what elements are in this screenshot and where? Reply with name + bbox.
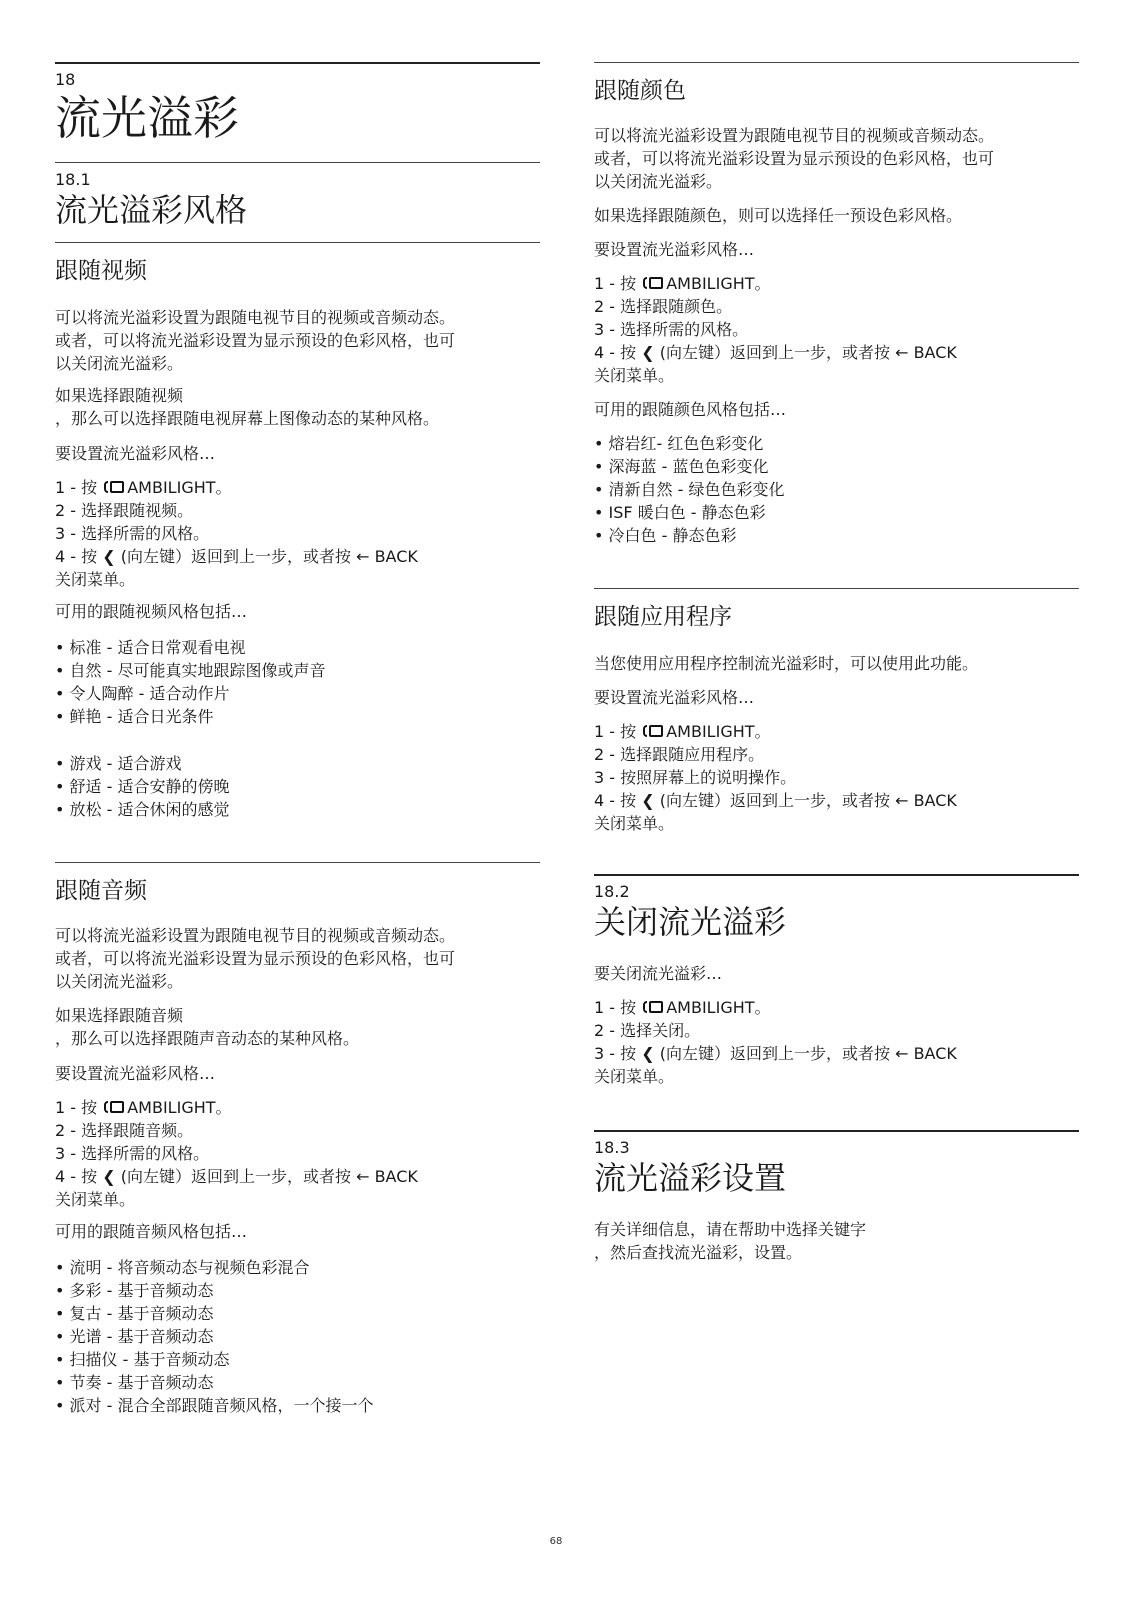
audio-avail bbox=[55, 1220, 540, 1243]
text-line: 可用的跟随颜色风格包括… bbox=[594, 400, 787, 419]
off-steps bbox=[594, 996, 1079, 1088]
color-avail bbox=[594, 398, 1079, 421]
text-line: 可以将流光溢彩设置为跟随电视节目的视频或音频动态。 bbox=[594, 126, 995, 145]
arrow-left-icon: ← bbox=[356, 1167, 370, 1186]
text-line: ，那么可以选择跟随电视屏幕上图像动态的某种风格。 bbox=[55, 409, 440, 428]
text-line: 要设置流光溢彩风格… bbox=[594, 240, 755, 259]
chapter-divider bbox=[55, 62, 540, 64]
arrow-left-icon: ← bbox=[895, 791, 909, 810]
section-divider bbox=[594, 1130, 1079, 1132]
step-1 bbox=[594, 996, 1079, 1019]
chapter-header bbox=[55, 70, 540, 146]
video-style-list-1 bbox=[55, 636, 540, 728]
list-item: • 光谱 - 基于音频动态 bbox=[55, 1327, 214, 1346]
audio-if bbox=[55, 1004, 540, 1050]
step-2: 2 - 选择跟随音频。 bbox=[55, 1121, 194, 1140]
list-item: • 鲜艳 - 适合日光条件 bbox=[55, 707, 214, 726]
text-line: 如果选择跟随视频 bbox=[55, 386, 184, 405]
step-text: 3 - 按 bbox=[594, 1044, 637, 1063]
step-text: AMBILIGHT。 bbox=[127, 478, 232, 497]
step-text: BACK bbox=[913, 1044, 957, 1063]
text-line: ，然后查找流光溢彩，设置。 bbox=[594, 1243, 803, 1262]
chevron-left-icon: ❮ bbox=[641, 791, 655, 810]
step-text: 4 - 按 bbox=[594, 791, 637, 810]
settings-body bbox=[594, 1218, 1079, 1264]
list-item: • 放松 - 适合休闲的感觉 bbox=[55, 800, 230, 819]
audio-style-list bbox=[55, 1256, 540, 1417]
text-line: 要设置流光溢彩风格… bbox=[55, 1064, 216, 1083]
list-item: • 流明 - 将音频动态与视频色彩混合 bbox=[55, 1258, 310, 1277]
text-line: 当您使用应用程序控制流光溢彩时，可以使用此功能。 bbox=[594, 654, 979, 673]
text-line: 要关闭流光溢彩… bbox=[594, 964, 723, 983]
section-header bbox=[594, 1138, 1079, 1198]
step-text: (向左键）返回到上一步，或者按 bbox=[659, 343, 890, 362]
text-line: 以关闭流光溢彩。 bbox=[55, 354, 184, 373]
step-text: BACK bbox=[913, 791, 957, 810]
step-text: 1 - 按 bbox=[55, 1098, 98, 1117]
step-text: 4 - 按 bbox=[55, 547, 98, 566]
list-item: • 多彩 - 基于音频动态 bbox=[55, 1281, 214, 1300]
video-avail bbox=[55, 600, 540, 623]
step-text: BACK bbox=[374, 1167, 418, 1186]
text-line: 可以将流光溢彩设置为跟随电视节目的视频或音频动态。 bbox=[55, 308, 456, 327]
audio-setup bbox=[55, 1062, 540, 1085]
text-line: 可以将流光溢彩设置为跟随电视节目的视频或音频动态。 bbox=[55, 926, 456, 945]
step-1 bbox=[55, 476, 540, 499]
text-line: 以关闭流光溢彩。 bbox=[594, 172, 723, 191]
section-number: 18.1 bbox=[55, 170, 91, 189]
text-line: 如果选择跟随音频 bbox=[55, 1006, 184, 1025]
video-heading: 跟随视频 bbox=[55, 258, 147, 284]
text-line: 或者，可以将流光溢彩设置为显示预设的色彩风格，也可 bbox=[55, 331, 456, 350]
step-text: (向左键）返回到上一步，或者按 bbox=[659, 1044, 890, 1063]
step-text: AMBILIGHT。 bbox=[666, 722, 771, 741]
section-divider bbox=[55, 162, 540, 163]
step-4 bbox=[55, 1165, 540, 1188]
step-text: BACK bbox=[913, 343, 957, 362]
off-intro bbox=[594, 962, 1079, 985]
section-number: 18.2 bbox=[594, 882, 630, 901]
step-1 bbox=[55, 1096, 540, 1119]
text-line: 可用的跟随视频风格包括… bbox=[55, 602, 248, 621]
step-3-cont: 关闭菜单。 bbox=[594, 1067, 675, 1086]
chevron-left-icon: ❮ bbox=[102, 1167, 116, 1186]
section-title: 关闭流光溢彩 bbox=[594, 903, 787, 941]
app-divider bbox=[594, 588, 1079, 589]
list-item: • 冷白色 - 静态色彩 bbox=[594, 526, 737, 545]
arrow-left-icon: ← bbox=[895, 1044, 909, 1063]
text-line: 可用的跟随音频风格包括… bbox=[55, 1222, 248, 1241]
chapter-number: 18 bbox=[55, 70, 76, 89]
step-2: 2 - 选择跟随应用程序。 bbox=[594, 745, 765, 764]
step-4 bbox=[55, 545, 540, 568]
list-item: • 舒适 - 适合安静的傍晚 bbox=[55, 777, 230, 796]
list-item: • 自然 - 尽可能真实地跟踪图像或声音 bbox=[55, 661, 326, 680]
arrow-left-icon: ← bbox=[895, 343, 909, 362]
list-item: • 节奏 - 基于音频动态 bbox=[55, 1373, 214, 1392]
list-item: • 派对 - 混合全部跟随音频风格，一个接一个 bbox=[55, 1396, 374, 1415]
list-item: • ISF 暖白色 - 静态色彩 bbox=[594, 503, 766, 522]
color-steps bbox=[594, 272, 1079, 387]
video-divider bbox=[55, 242, 540, 243]
step-2: 2 - 选择跟随颜色。 bbox=[594, 297, 733, 316]
page-number: 68 bbox=[549, 1536, 563, 1547]
step-text: AMBILIGHT。 bbox=[666, 998, 771, 1017]
section-header bbox=[55, 170, 540, 230]
section-title: 流光溢彩风格 bbox=[55, 191, 248, 229]
list-item: • 深海蓝 - 蓝色色彩变化 bbox=[594, 457, 769, 476]
section-divider bbox=[594, 874, 1079, 876]
list-item: • 标准 - 适合日常观看电视 bbox=[55, 638, 246, 657]
step-text: BACK bbox=[374, 547, 418, 566]
step-1 bbox=[594, 272, 1079, 295]
text-line: 要设置流光溢彩风格… bbox=[55, 444, 216, 463]
step-3: 3 - 选择所需的风格。 bbox=[594, 320, 749, 339]
text-line: 要设置流光溢彩风格… bbox=[594, 688, 755, 707]
text-line: 如果选择跟随颜色，则可以选择任一预设色彩风格。 bbox=[594, 206, 963, 225]
list-item: • 复古 - 基于音频动态 bbox=[55, 1304, 214, 1323]
chevron-left-icon: ❮ bbox=[102, 547, 116, 566]
color-style-list bbox=[594, 432, 1079, 547]
video-setup bbox=[55, 442, 540, 465]
chapter-title: 流光溢彩 bbox=[55, 91, 239, 145]
color-if bbox=[594, 204, 1079, 227]
step-text: 1 - 按 bbox=[594, 998, 637, 1017]
app-intro bbox=[594, 652, 1079, 675]
step-2: 2 - 选择跟随视频。 bbox=[55, 501, 194, 520]
step-text: 4 - 按 bbox=[55, 1167, 98, 1186]
app-setup bbox=[594, 686, 1079, 709]
list-item: • 扫描仪 - 基于音频动态 bbox=[55, 1350, 230, 1369]
list-item: • 清新自然 - 绿色色彩变化 bbox=[594, 480, 785, 499]
text-line: 有关详细信息，请在帮助中选择关键字 bbox=[594, 1220, 867, 1239]
step-3: 3 - 选择所需的风格。 bbox=[55, 1144, 210, 1163]
ambilight-icon bbox=[104, 480, 124, 494]
color-intro bbox=[594, 124, 1079, 193]
video-intro bbox=[55, 306, 540, 375]
app-steps bbox=[594, 720, 1079, 835]
step-4-cont: 关闭菜单。 bbox=[594, 814, 675, 833]
step-4 bbox=[594, 341, 1079, 364]
ambilight-icon bbox=[104, 1100, 124, 1114]
video-if bbox=[55, 384, 540, 430]
audio-steps bbox=[55, 1096, 540, 1211]
step-text: 1 - 按 bbox=[594, 722, 637, 741]
text-line: ，那么可以选择跟随声音动态的某种风格。 bbox=[55, 1029, 360, 1048]
audio-divider bbox=[55, 862, 540, 863]
step-4 bbox=[594, 789, 1079, 812]
step-text: (向左键）返回到上一步，或者按 bbox=[659, 791, 890, 810]
section-title: 流光溢彩设置 bbox=[594, 1159, 787, 1197]
section-header bbox=[594, 882, 1079, 942]
chevron-left-icon: ❮ bbox=[641, 343, 655, 362]
arrow-left-icon: ← bbox=[356, 547, 370, 566]
step-2: 2 - 选择关闭。 bbox=[594, 1021, 701, 1040]
text-line: 或者，可以将流光溢彩设置为显示预设的色彩风格，也可 bbox=[55, 949, 456, 968]
video-style-list-2 bbox=[55, 752, 540, 821]
audio-heading: 跟随音频 bbox=[55, 878, 147, 904]
color-setup bbox=[594, 238, 1079, 261]
text-line: 或者，可以将流光溢彩设置为显示预设的色彩风格，也可 bbox=[594, 149, 995, 168]
step-text: (向左键）返回到上一步，或者按 bbox=[120, 1167, 351, 1186]
list-item: • 游戏 - 适合游戏 bbox=[55, 754, 182, 773]
step-text: AMBILIGHT。 bbox=[666, 274, 771, 293]
step-text: 1 - 按 bbox=[594, 274, 637, 293]
step-text: 1 - 按 bbox=[55, 478, 98, 497]
audio-intro bbox=[55, 924, 540, 993]
step-4-cont: 关闭菜单。 bbox=[594, 366, 675, 385]
ambilight-icon bbox=[643, 276, 663, 290]
ambilight-icon bbox=[643, 724, 663, 738]
step-text: AMBILIGHT。 bbox=[127, 1098, 232, 1117]
ambilight-icon bbox=[643, 1000, 663, 1014]
step-3: 3 - 选择所需的风格。 bbox=[55, 524, 210, 543]
step-3: 3 - 按照屏幕上的说明操作。 bbox=[594, 768, 797, 787]
list-item: • 令人陶醉 - 适合动作片 bbox=[55, 684, 230, 703]
step-text: (向左键）返回到上一步，或者按 bbox=[120, 547, 351, 566]
video-steps bbox=[55, 476, 540, 591]
list-item: • 熔岩红- 红色色彩变化 bbox=[594, 434, 764, 453]
text-line: 以关闭流光溢彩。 bbox=[55, 972, 184, 991]
step-1 bbox=[594, 720, 1079, 743]
color-heading: 跟随颜色 bbox=[594, 78, 686, 104]
chevron-left-icon: ❮ bbox=[641, 1044, 655, 1063]
step-4-cont: 关闭菜单。 bbox=[55, 570, 136, 589]
section-number: 18.3 bbox=[594, 1138, 630, 1157]
app-heading: 跟随应用程序 bbox=[594, 604, 732, 630]
color-divider bbox=[594, 62, 1079, 63]
step-4-cont: 关闭菜单。 bbox=[55, 1190, 136, 1209]
step-text: 4 - 按 bbox=[594, 343, 637, 362]
step-3 bbox=[594, 1042, 1079, 1065]
